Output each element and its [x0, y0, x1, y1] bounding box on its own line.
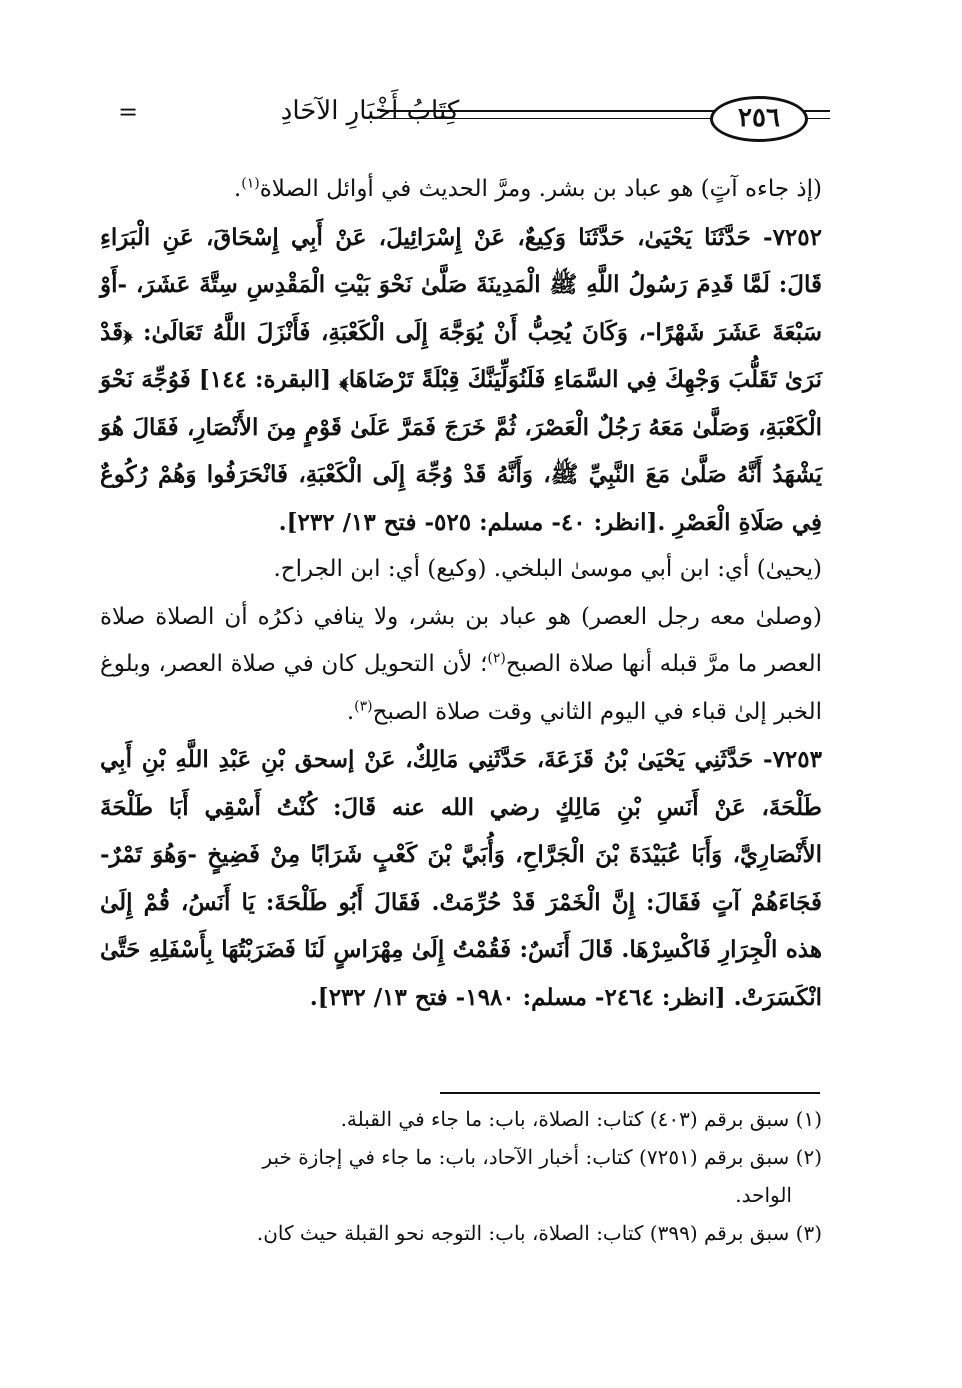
footnote-2-continuation: الواحد.	[735, 1183, 792, 1207]
commentary-paragraph: (يحيىٰ) أي: ابن أبي موسىٰ البلخي. (وكيع) أي: ابن الجراح.	[273, 556, 822, 582]
hadith-7253: ٧٢٥٣- حَدَّثَنِي يَحْيَىٰ بْنُ قَزَعَةَ، حَدَّثَنِي مَالِكٌ، عَنْ إسحق بْنِ عَبْدِ اللَّهِ بْنِ أَبِي طَلْحَةَ، عَنْ أَنَسِ بْنِ مَالِكٍ رضي الله عنه قَالَ: كُنْتُ أَسْقِي أَبَا طَلْحَةَ الأَنْصَارِيَّ، وَأَبَا عُبَيْدَةَ بْنَ الْجَرَّاحِ، وَأُبَيَّ بْنَ كَعْبٍ شَرَابًا مِنْ فَضِيخٍ -وَهُوَ تَمْرٌ- فَجَاءَهُمْ آتٍ فَقَالَ: إِنَّ الْخَمْرَ قَدْ حُرِّمَتْ. فَقَالَ أَبُو طَلْحَةَ: يَا أَنَسُ، قُمْ إِلَىٰ هذه الْجِرَارِ فَاكْسِرْهَا. قَالَ أَنَسٌ: فَقُمْتُ إِلَىٰ مِهْرَاسٍ لَنَا فَضَرَبْتُهَا بِأَسْفَلِهِ حَتَّىٰ انْكَسَرَتْ. [انظر: ٢٤٦٤- مسلم: ١٩٨٠- فتح ١٣/ ٢٣٢].	[100, 746, 822, 1011]
footnote-1: (١) سبق برقم (٤٠٣) كتاب: الصلاة، باب: ما جاء في القبلة.	[340, 1107, 822, 1131]
footnote-2: (٢) سبق برقم (٧٢٥١) كتاب: أخبار الآحاد، باب: ما جاء في إجازة خبر	[262, 1145, 822, 1169]
footnote-3: (٣) سبق برقم (٣٩٩) كتاب: الصلاة، باب: التوجه نحو القبلة حيث كان.	[256, 1221, 822, 1245]
footnote-separator	[440, 1092, 820, 1094]
commentary-paragraph: (وصلىٰ معه رجل العصر) هو عباد بن بشر، ولا ينافي ذكرُه أن الصلاة صلاة العصر ما مرَّ قبله أنها صلاة الصبح$^{(٢)}$؛ لأن التحويل كان في صلاة العصر، وبلوغ الخبر إلىٰ قباء في اليوم الثاني وقت صلاة الصبح$^{(٣)}$.	[100, 603, 822, 725]
running-title: كِتَابُ أَخْبَارِ الآحَادِ	[280, 96, 460, 126]
main-text	[100, 166, 822, 1021]
footnote-ref: (٣)	[354, 697, 373, 714]
footnote-ref: (١)	[241, 175, 260, 192]
hadith-7252: ٧٢٥٢- حَدَّثَنَا يَحْيَىٰ، حَدَّثَنَا وَكِيعٌ، عَنْ إِسْرَائِيلَ، عَنْ أَبِي إِسْحَاقَ، عَنِ الْبَرَاءِ قَالَ: لَمَّا قَدِمَ رَسُولُ اللَّهِ ﷺ الْمَدِينَةَ صَلَّىٰ نَحْوَ بَيْتِ الْمَقْدِسِ سِتَّةَ عَشَرَ، -أَوْ سَبْعَةَ عَشَرَ شَهْرًا-، وَكَانَ يُحِبُّ أَنْ يُوَجَّهَ إِلَى الْكَعْبَةِ، فَأَنْزَلَ اللَّهُ تَعَالَىٰ: ﴿قَدْ نَرَىٰ تَقَلُّبَ وَجْهِكَ فِي السَّمَاءِ فَلَنُوَلِّيَنَّكَ قِبْلَةً تَرْضَاهَا﴾ [البقرة: ١٤٤] فَوُجِّهَ نَحْوَ الْكَعْبَةِ، وَصَلَّىٰ مَعَهُ رَجُلٌ الْعَصْرَ، ثُمَّ خَرَجَ فَمَرَّ عَلَىٰ قَوْمٍ مِنَ الأَنْصَارِ، فَقَالَ هُوَ يَشْهَدُ أَنَّهُ صَلَّىٰ مَعَ النَّبِيِّ ﷺ، وَأَنَّهُ قَدْ وُجِّهَ إِلَى الْكَعْبَةِ، فَانْحَرَفُوا وَهُمْ رُكُوعٌ فِي صَلَاةِ الْعَصْرِ .[انظر: ٤٠- مسلم: ٥٢٥- فتح ١٣/ ٢٣٢].	[100, 223, 822, 536]
page-header	[110, 88, 830, 148]
page-number: ٢٥٦	[710, 96, 808, 142]
commentary-paragraph: (إذ جاءه آتٍ) هو عباد بن بشر. ومرَّ الحديث في أوائل الصلاة$^{(١)}$.	[233, 175, 822, 202]
header-ornament: =	[118, 98, 139, 126]
footnote-ref: (٢)	[487, 650, 506, 667]
footnotes	[95, 1100, 822, 1252]
